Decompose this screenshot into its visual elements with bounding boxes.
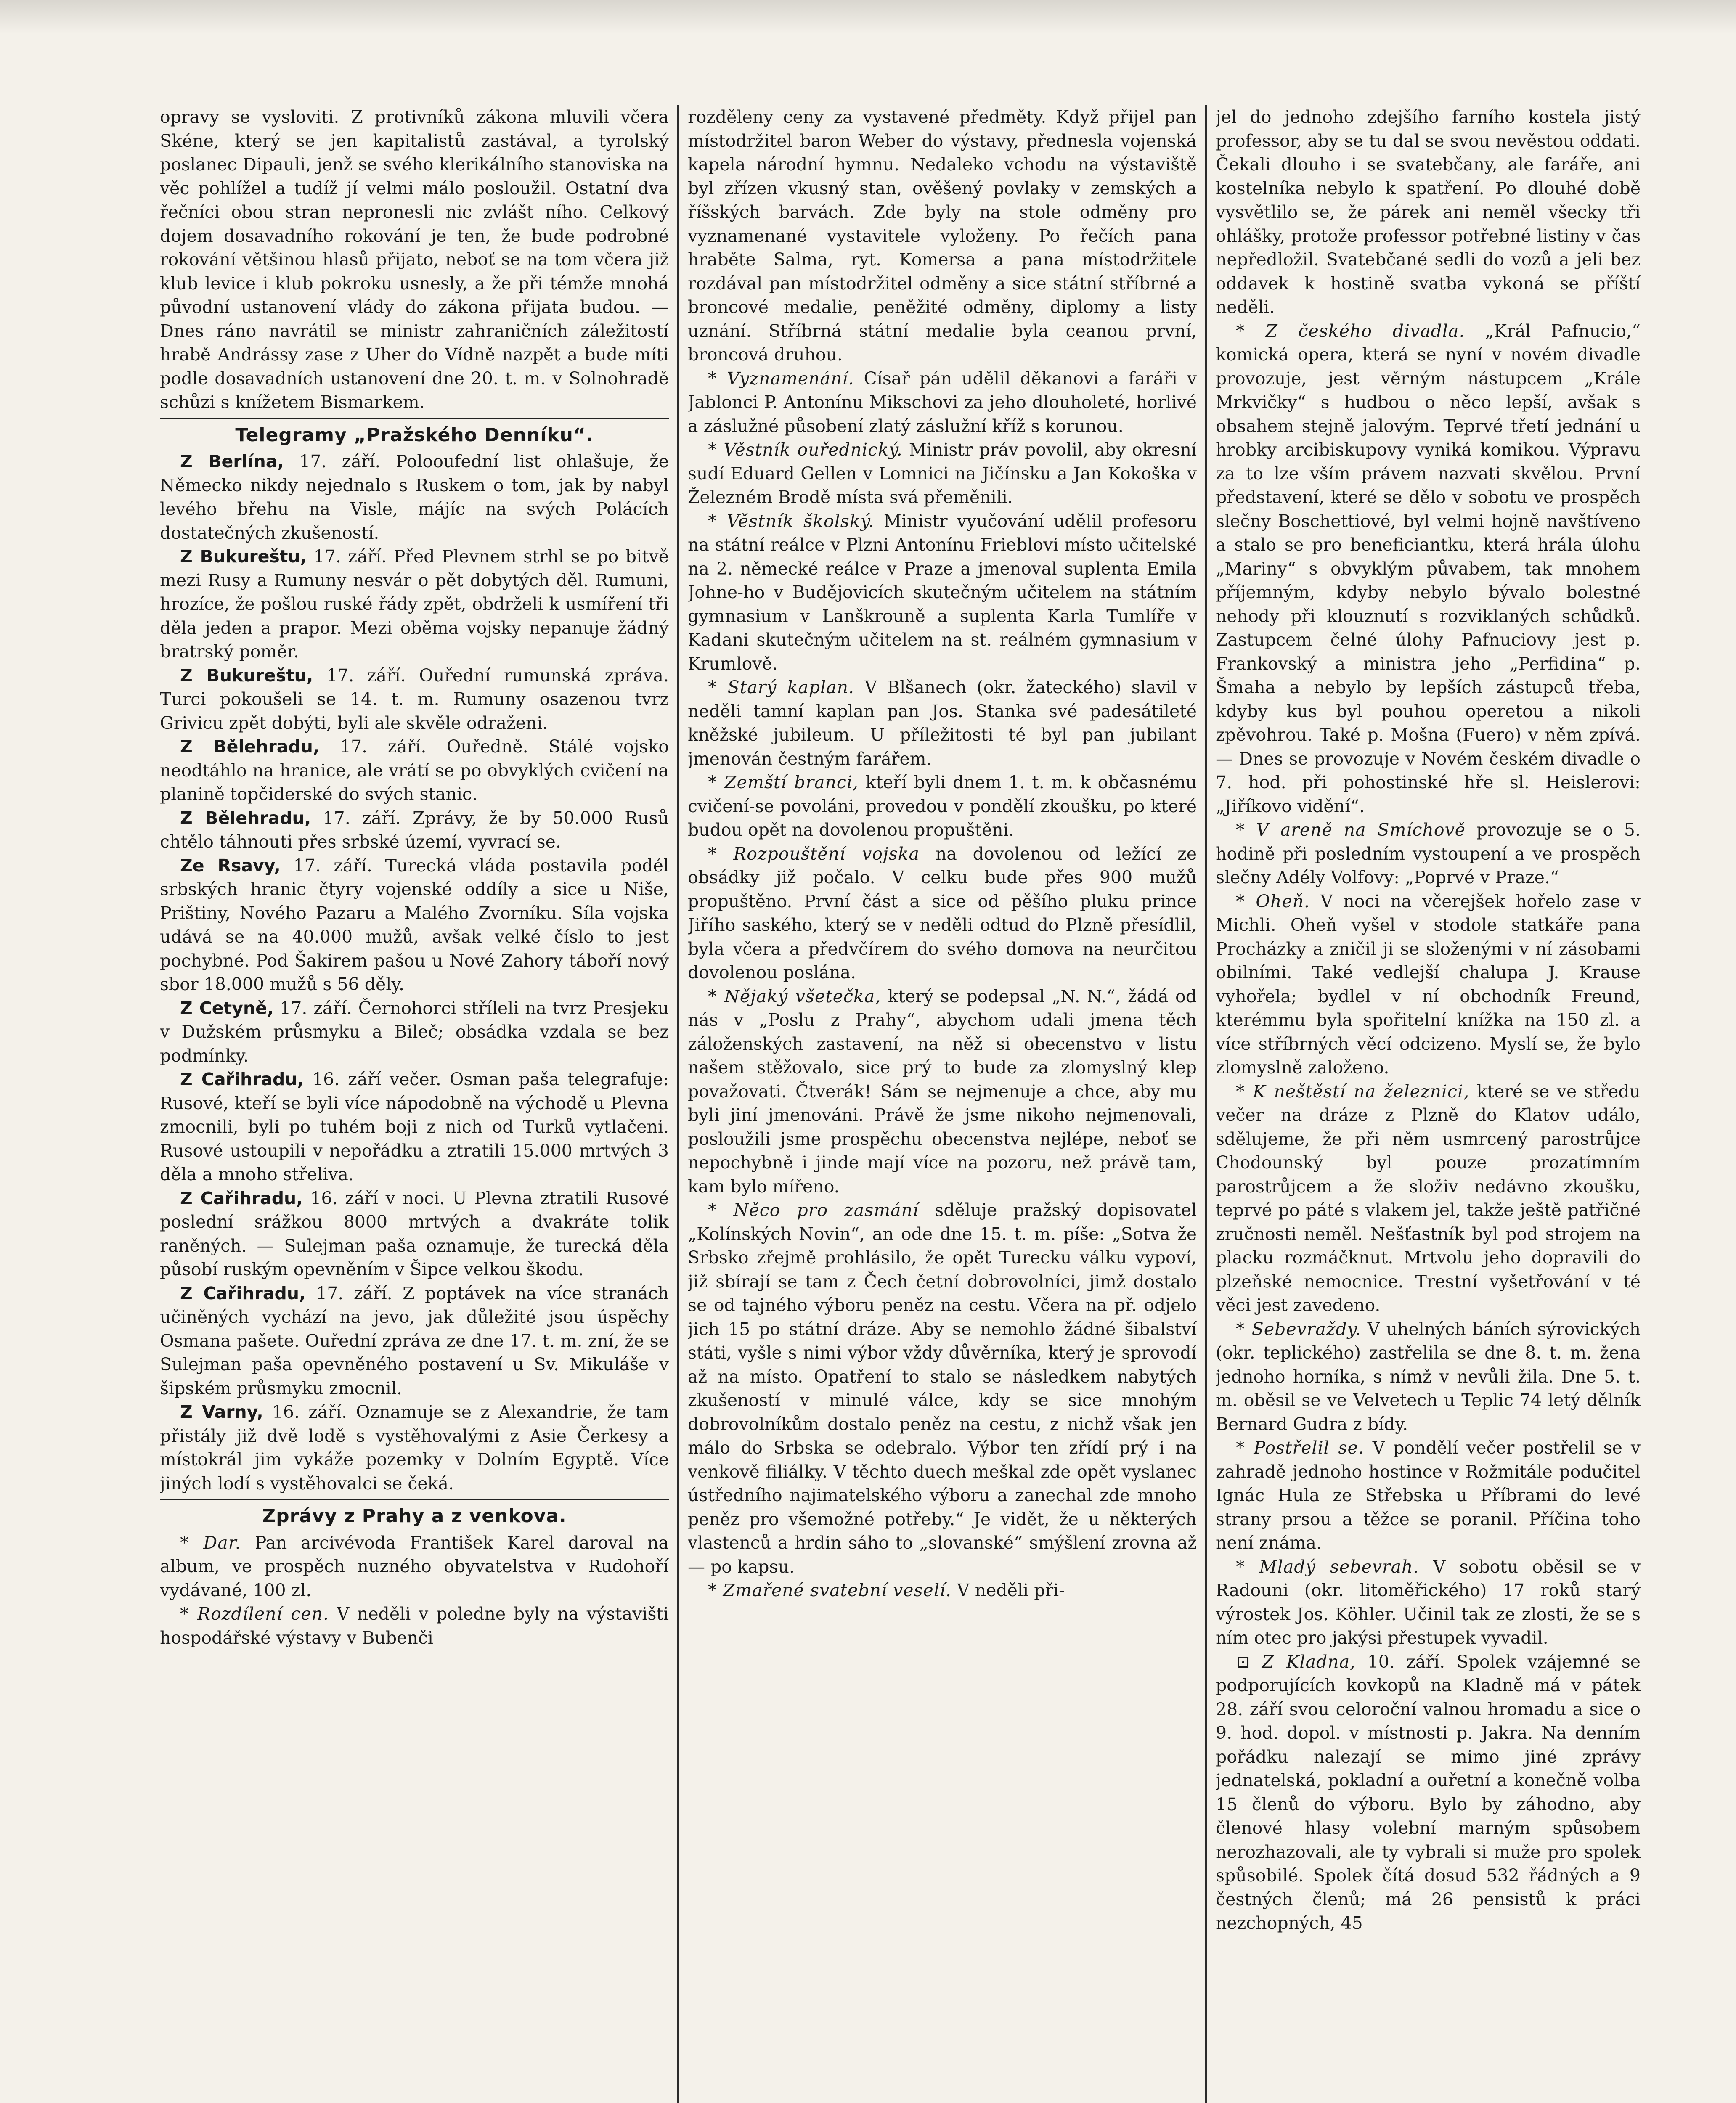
news-keyword: * Věstník ouřednický.: [708, 440, 903, 460]
news-item: [160, 1531, 669, 1602]
news-keyword: * Rozpouštění vojska: [708, 843, 920, 864]
telegram-item: [160, 1282, 669, 1401]
telegraph-icon: ⊡: [1236, 1651, 1262, 1672]
telegram-text: 17. září. Ouředně. Stálé vojsko neodtáhlo na hranice, ale vrátí se po obvyklých cvičení na planině topčiderské do svých stanic.: [160, 736, 669, 804]
news-keyword: * Věstník školský.: [708, 511, 875, 531]
news-text: provozuje se o 5. hodině při posledním vystoupení a ve prospěch slečny Adély Volfovy: „Poprvé v Praze.“: [1216, 820, 1641, 887]
news-item: [688, 771, 1197, 842]
news-keyword: * V areně na Smíchově: [1236, 820, 1466, 840]
telegram-item: [160, 1187, 669, 1282]
telegram-text: 17. září. Zprávy, že by 50.000 Rusů chtělo táhnouti přes srbské území, vyvrací se.: [160, 808, 669, 852]
news-item: [688, 438, 1197, 509]
telegram-text: 17. září. Turecká vláda postavila podél srbských hranic čtyry vojenské oddíly a sice u Niše, Prištiny, Nového Pazaru a Malého Zvorníku. Síla vojska udává se na 40.000 mužů, avšak velké číslo to jest pochybné. Pod Šakirem pašou u Nové Zahory táboří nový sbor 18.000 mužů s 56 děly.: [160, 855, 669, 994]
news-text: Ministr práv povolil, aby okresní sudí Eduard Gellen v Lomnici na Jičínsku a Jan Kokoška v Železném Brodě místa svá přeměnili.: [688, 440, 1197, 507]
news-item: [688, 675, 1197, 771]
news-item: [688, 842, 1197, 985]
news-text: který se podepsal „N. N.“, žádá od nás v „Poslu z Prahy“, abychom udali jmena těch záloženských zastavení, na něž si obecenstvo v listu našem stěžovalo, sice prý to bude za zlomyslný klep považovati. Čtverák! Sám se nejmenuje a chce, aby mu byli jiní jmenováni. Právě že jsme nikoho nejmenovali, posloužili jsme prospěchu obecenstva nejlépe, neboť se nepochybně i jinde mají více na pozoru, než právě tam, kam bylo mířeno.: [688, 986, 1197, 1197]
telegram-dateline: Z Bělehradu,: [180, 808, 311, 828]
local-news-heading: Zprávy z Prahy a z venkova.: [262, 1505, 567, 1527]
news-item: [688, 985, 1197, 1199]
news-item: [160, 1602, 669, 1650]
news-text: V neděli při-: [951, 1580, 1065, 1600]
telegram-item: [160, 450, 669, 545]
news-keyword: * Postřelil se.: [1236, 1438, 1364, 1458]
news-text: V neděli v poledne byly na výstavišti hospodářské výstavy v Bubenči: [160, 1604, 669, 1648]
column-3: [1216, 105, 1641, 2103]
news-item: [1216, 890, 1641, 1080]
column-2: [688, 105, 1197, 2103]
news-keyword: * Zmařené svatební veselí.: [708, 1580, 952, 1600]
telegram-dateline: Z Bukureštu,: [180, 546, 307, 567]
news-text: Císař pán udělil děkanovi a faráři v Jablonci P. Antonínu Mikschovi za jeho dlouholeté, horlivé a záslužné působení zlatý záslužní kříž s korunou.: [688, 368, 1197, 436]
telegram-item: [160, 1067, 669, 1187]
news-item: [688, 1198, 1197, 1579]
news-text: které se ve středu večer na dráze z Plzně do Klatov událo, sdělujeme, že při něm usmrcený parostrůjce Chodounský byl pouze prozatímním parostrůjcem a že složiv nedávno zkoušku, teprvé po páté s vlakem jel, takže ještě patřičné zručnosti neměl. Nešťastník byl pod strojem na placku rozmáčknut. Mrtvolu jeho dopravili do plzeňské nemocnice. Trestní vyšetřování v té věci jest zavedeno.: [1216, 1081, 1641, 1315]
column-rule-2: [1205, 105, 1207, 2103]
telegram-item: [160, 735, 669, 806]
news-text: V uhelných báních sýrovických (okr. teplického) zastřelila se dne 8. t. m. žena jednoho horníka, s nímž v nevůli žila. Dne 5. t. m. oběsil se ve Velvetech u Teplic 74 letý dělník Bernard Gudra z bídy.: [1216, 1319, 1641, 1434]
news-keyword: Z Kladna,: [1262, 1651, 1356, 1672]
telegram-dateline: Z Cařihradu,: [180, 1188, 303, 1208]
news-keyword: * Nějaký všetečka,: [708, 986, 881, 1006]
telegram-text: 16. září v noci. U Plevna ztratili Rusové poslední srážkou 8000 mrtvých a dvakráte tolik raněných. — Sulejman paša oznamuje, že turecká děla působí ruským opevněním v Šipce velkou škodu.: [160, 1188, 669, 1279]
news-text: V noci na včerejšek hořelo zase v Michli. Oheň vyšel v stodole statkáře pana Procházky a zničil ji se složenými v ní zásobami obilními. Také vedlejší chalupa J. Krause vyhořela; bydlel v ní obchodník Freund, kterémmu byla spořitelní knížka na 150 zl. a více stříbrných věcí odcizeno. Myslí se, že bylo zlomyslně založeno.: [1216, 891, 1641, 1078]
news-keyword: * Sebevraždy.: [1236, 1319, 1361, 1339]
telegram-text: 17. září. Polooufední list ohlašuje, že Německo nikdy nejednalo s Ruskem o tom, jak by nabyl levého břehu na Visle, májíc na svých Polácích dostatečných zkušeností.: [160, 451, 669, 543]
telegram-item: [160, 545, 669, 664]
article-paragraph: opravy se vysloviti. Z protivníků zákona mluvili včera Skéne, který se jen kapitalistů zastával, a tyrolský poslanec Dipauli, jenž se svého klerikálního stanoviska na věc pohlížel a tudíž jí velmi málo posloužil. Ostatní dva řečníci obou stran nepronesli nic zvlášt ního. Celkový dojem dosavadního rokování je ten, že bude podrobné rokování většinou hlasů přijato, neboť se na tom včera již klub levice i klub pokroku usnesly, a že při témže mnohá původní ustanovení vlády do zákona přijata budou. — Dnes ráno navrátil se ministr zahraničních záležitostí hrabě Andrássy zase z Uher do Vídně nazpět a bude míti podle dosavadních ustanovení dne 20. t. m. v Solnohradě schůzi s knížetem Bismarkem.: [160, 107, 669, 412]
telegram-text: 17. září. Před Plevnem strhl se po bitvě mezi Rusy a Rumuny nesvár o pět dobytých děl. Rumuni, hrozíce, že pošlou ruské řády zpět, obdrželi k usmíření tři děla jeden a prapor. Mezi oběma vojsky nepanuje žádný bratrský poměr.: [160, 546, 669, 662]
telegram-dateline: Ze Rsavy,: [180, 855, 281, 876]
news-keyword: * Vyznamenání.: [708, 368, 854, 389]
telegram-text: 17. září. Ouřední rumunská zpráva. Turci pokoušeli se 14. t. m. Rumuny osazenou tvrz Grivicu zpět dobýti, byli ale skvěle odraženi.: [160, 665, 669, 733]
telegram-text: 16. září večer. Osman paša telegrafuje: Rusové, kteří se byli více nápodobně na východě u Plevna zmocnili, byli po tuhém boji z nich od Turků vytlačeni. Rusové ustoupili v nepořádku a ztratili 15.000 mrtvých 3 děla a mnoho střeliva.: [160, 1069, 669, 1184]
news-item: [688, 1579, 1197, 1602]
column-rule-1: [677, 105, 679, 2103]
telegrams-heading: Telegramy „Pražského Denníku“.: [235, 424, 594, 446]
section-divider: [160, 418, 669, 419]
telegram-item: [160, 996, 669, 1068]
telegram-text: 17. září. Černohorci stříleli na tvrz Presjeku v Dužském průsmyku a Bileč; obsádka vzdala se bez podmínky.: [160, 998, 669, 1066]
news-keyword: * Mladý sebevrah.: [1236, 1556, 1419, 1577]
news-text: sděluje pražský dopisovatel „Kolínských Novin“, an ode dne 15. t. m. píše: „Sotva že Srbsko zřejmě prohlásilo, že opět Turecku válku vypoví, již sbírají se tam z Čech četní dobrovolníci, jimž dostalo se od tajného výboru peněz na cestu. Včera na př. odjelo jich 15 po státní dráze. Aby se nemohlo žádné šibalství státi, vyšle s nimi výbor vždy důvěrníka, který je sprovodí až na místo. Opatření to stalo se následkem nabytých zkušeností v minulé válce, kdy se sice mnohým dobrovolníkům dostalo peněz na cestu, z nichž však jen málo do Srbska se odebralo. Výbor ten zřídí prý i na venkově filiálky. V těchto duech meškal zde opět vyslanec ústředního najimatelského výboru a zanechal zde mnoho peněz pro všemožné potřeby.“ Je vidět, že u některých vlastenců a hrdin sáho to „slovanské“ smýšlení zrovna až — po kapsu.: [688, 1200, 1197, 1577]
news-item: [688, 367, 1197, 438]
telegram-dateline: Z Cařihradu,: [180, 1283, 306, 1303]
news-text: V sobotu oběsil se v Radouni (okr. litoměřického) 17 roků starý výrostek Jos. Köhler. Učinil tak ze zlosti, že se s ním otec pro jakýsi přestupek vyvadil.: [1216, 1556, 1641, 1648]
news-text: V Blšanech (okr. žateckého) slavil v neděli tamní kaplan pan Jos. Stanka své padesátileté kněžské jubileum. U příležitosti té byl pan jubilant jmenován čestným farářem.: [688, 677, 1197, 769]
news-keyword: * Dar.: [180, 1532, 241, 1553]
telegram-item: [160, 1400, 669, 1495]
news-item: [1216, 1555, 1641, 1650]
telegram-item: [160, 806, 669, 854]
news-item: [1216, 818, 1641, 890]
telegram-text: 17. září. Z poptávek na více stranách učiněných vychází na jevo, jak důležité jsou úspěchy Osmana pašete. Ouřední zpráva ze dne 17. t. m. zní, že se Sulejman paša opevněného postavení u Sv. Mikuláše v šipském průsmyku zmocnil.: [160, 1283, 669, 1398]
page-top-edge: [0, 0, 1736, 34]
telegram-item: [160, 664, 669, 735]
news-item: [1216, 1317, 1641, 1436]
news-text: V pondělí večer postřelil se v zahradě jednoho hostince v Rožmitále podučitel Ignác Hula ze Střebska u Příbrami do levé strany prsou a těžce se poranil. Příčina toho není známa.: [1216, 1438, 1641, 1553]
telegram-text: 16. září. Oznamuje se z Alexandrie, že tam přistály již dvě lodě s vystěhovalými z Asie Čerkesy a místokrál jim vykáže pozemky v Dolním Egyptě. Více jiných lodí s vystěhovalci se čeká.: [160, 1402, 669, 1494]
news-text: „Král Pafnucio,“ komická opera, která se nyní v novém divadle provozuje, jest věrným nástupcem „Krále Mrkvičky“ s hudbou o něco lepší, avšak s obsahem stejně jalovým. Teprvé třetí jednání u hrobky arcibiskupovy vyniká komikou. Výpravu za to lze vším právem nazvati skvělou. První představení, které se dělo v sobotu ve prospěch slečny Boschettiové, byl velmi hojně navštíveno a stalo se pro beneficiantku, která hrála úlohu „Mariny“ s obvyklým půvabem, tak mnohem příjemným, kdyby nebylo bývalo bolestné nehody při klouznutí s rozviklaných schůdků. Zastupcem čelné úlohy Pafnuciovy jest p. Frankovský a ministra jeho „Perfidina“ p. Šmaha a nebylo by lepších zástupců třeba, kdyby kus byl pouhou operetou a nikoli zpěvohrou. Také p. Mošna (Fuero) v něm zpívá. — Dnes se provozuje v Novém českém divadle o 7. hod. při pohostinské hře sl. Heislerovi: „Jiříkovo vidění“.: [1216, 320, 1641, 816]
news-keyword: * Oheň.: [1236, 891, 1310, 911]
news-keyword: * K neštěstí na železnici,: [1236, 1081, 1470, 1102]
news-item: [1216, 1080, 1641, 1317]
telegram-dateline: Z Bukureštu,: [180, 665, 313, 686]
telegram-dateline: Z Cařihradu,: [180, 1069, 304, 1089]
newspaper-page: [160, 105, 1641, 2103]
news-item: [688, 509, 1197, 676]
news-text: Ministr vyučování udělil profesoru na státní reálce v Plzni Antonínu Frieblovi místo učitelské na 2. německé reálce v Praze a jmenoval suplenta Emila Johne-ho v Budějovicích skutečným učitelem na státním gymnasium v Lanškrouně a suplenta Karla Tumlíře v Kadani skutečným učitelem na st. reálném gymnasium v Krumlově.: [688, 511, 1197, 674]
telegram-dateline: Z Cetyně,: [180, 998, 274, 1018]
telegram-dateline: Z Berlína,: [180, 451, 284, 471]
news-keyword: * Starý kaplan.: [708, 677, 855, 697]
article-paragraph: jel do jednoho zdejšího farního kostela jistý professor, aby se tu dal se svou nevěstou oddati. Čekali dlouho i se svatebčany, ale faráře, ani kostelníka nebylo k spatření. Po dlouhé době vysvětlilo se, že párek ani neměl všecky tři ohlášky, protože professor potřebné listiny v čas nepředložil. Svatebčané sedli do vozů a jeli bez oddavek k hostině svatba vykoná se příští neděli.: [1216, 107, 1641, 317]
news-text: kteří byli dnem 1. t. m. k občasnému cvičení-se povoláni, provedou v pondělí zkoušku, po které budou opět na dovolenou propuštěni.: [688, 772, 1197, 840]
news-text: Pan arcivévoda František Karel daroval na album, ve prospěch nuzného obyvatelstva v Rudohoří vydávané, 100 zl.: [160, 1532, 669, 1600]
news-item: [1216, 1436, 1641, 1555]
news-item: [1216, 319, 1641, 818]
news-text: 10. září. Spolek vzájemné se podporujících kovkopů na Kladně má v pátek 28. září svou celoroční valnou hromadu a sice o 9. hod. dopol. v místnosti p. Jakra. Na denním pořádku nalezají se mimo jiné zprávy jednatelská, pokladní a ouřetní a konečně volba 15 členů do výboru. Bylo by záhodno, aby členové hlasy volební marným spůsobem nerozhazovali, ale ty vybrali si muže pro spolek spůsobilé. Spolek čítá dosud 532 řádných a 9 čestných členů; má 26 pensistů k práci nezchopných, 45: [1216, 1651, 1641, 1933]
section-divider: [160, 1499, 669, 1500]
news-keyword: * Z českého divadla.: [1236, 320, 1465, 341]
news-text: na dovolenou od ležící ze obsádky již počalo. V celku bude přes 900 mužů propuštěno. První část a sice od pěšího pluku prince Jiřího saského, který se v neděli odtud do Plzně přesídlil, byla včera a předvčírem do svého domova na neurčitou dovolenou poslána.: [688, 843, 1197, 983]
telegram-item: [160, 854, 669, 996]
telegram-dateline: Z Varny,: [180, 1402, 263, 1422]
column-1: [160, 105, 669, 2103]
news-keyword: * Rozdílení cen.: [180, 1604, 329, 1624]
telegram-dateline: Z Bělehradu,: [180, 736, 320, 757]
article-paragraph: rozděleny ceny za vystavené předměty. Když přijel pan místodržitel baron Weber do výstavy, přednesla vojenská kapela národní hymnu. Nedaleko vchodu na výstaviště byl zřízen vkusný stan, ověšený povlaky v zemských a říšských barvách. Zde byly na stole odměny pro vyznamenané vystavitele vyloženy. Po řečích pana hraběte Salma, ryt. Komersa a pana místodržitele rozdával pan místodržitel odměny a sice státní stříbrné a broncové medalie, peněžité odměny, diplomy a listy uznání. Stříbrná státní medalie byla ceanou první, broncová druhou.: [688, 107, 1197, 365]
news-keyword: * Zemští branci,: [708, 772, 859, 792]
news-keyword: * Něco pro zasmání: [708, 1200, 919, 1220]
news-item: [1216, 1650, 1641, 1935]
